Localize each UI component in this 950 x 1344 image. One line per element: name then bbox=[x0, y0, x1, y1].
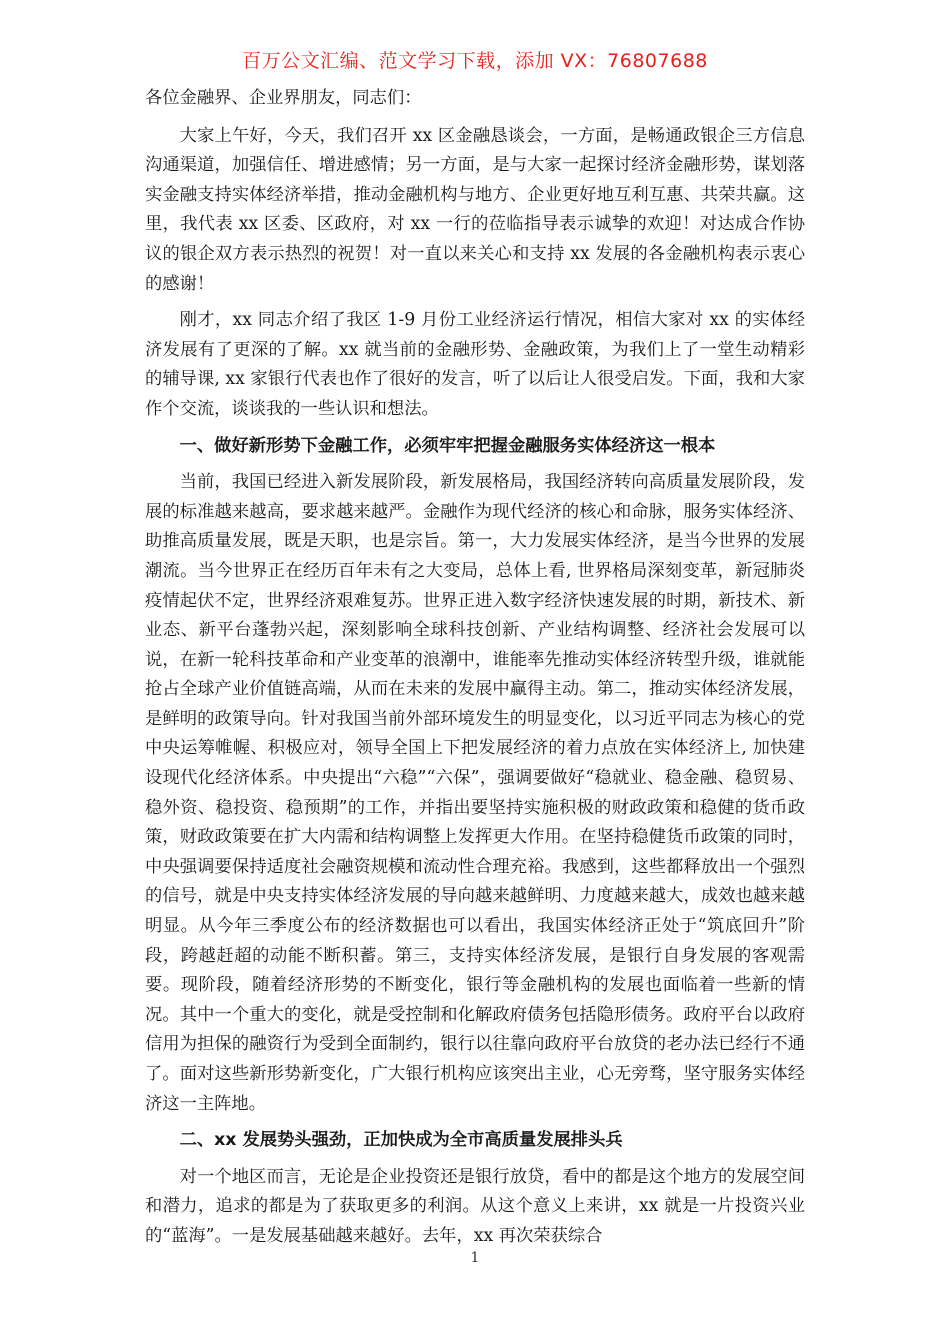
document-body bbox=[145, 84, 805, 1259]
salutation: 各位金融界、企业界朋友，同志们： bbox=[145, 88, 422, 108]
paragraph-section-1: 当前，我国已经进入新发展阶段，新发展格局，我国经济转向高质量发展阶段，发展的标准越来越高，要求越来越严。金融作为现代经济的核心和命脉，服务实体经济、助推高质量发展，既是天职，也是宗旨。第一，大力发展实体经济，是当今世界的发展潮流。当今世界正在经历百年未有之大变局，总体上看, 世界格局深刻变革，新冠肺炎疫情起伏不定，世界经济艰难复苏。世界正进入数字经济快速发展的时期，新技术、新业态、新平台蓬勃兴起，深刻影响全球科技创新、产业结构调整、经济社会发展可以说，在新一轮科技革命和产业变革的浪潮中，谁能率先推动实体经济转型升级，谁就能抢占全球产业价值链高端，从而在未来的发展中赢得主动。第二，推动实体经济发展，是鲜明的政策导向。针对我国当前外部环境发生的明显变化，以习近平同志为核心的党中央运筹帷幄、积极应对，领导全国上下把发展经济的着力点放在实体经济上, 加快建设现代化经济体系。中央提出“六稳”“六保”，强调要做好“稳就业、稳金融、稳贸易、稳外资、稳投资、稳预期”的工作，并指出要坚持实施积极的财政政策和稳健的货币政策，财政政策要在扩大内需和结构调整上发挥更大作用。在坚持稳健货币政策的同时，中央强调要保持适度社会融资规模和流动性合理充裕。我感到，这些都释放出一个强烈的信号，就是中央支持实体经济发展的导向越来越鲜明、力度越来越大，成效也越来越明显。从今年三季度公布的经济数据也可以看出，我国实体经济正处于“筑底回升”阶段，跨越赶超的动能不断积蓄。第三，支持实体经济发展，是银行自身发展的客观需要。现阶段，随着经济形势的不断变化，银行等金融机构的发展也面临着一些新的情况。其中一个重大的变化，就是受控制和化解政府债务包括隐形债务。政府平台以政府信用为担保的融资行为受到全面制约，银行以往靠向政府平台放贷的老办法已经行不通了。面对这些新形势新变化，广大银行机构应该突出主业，心无旁骛，坚守服务实体经济这一主阵地。 bbox=[145, 472, 805, 1114]
section-heading-1: 一、做好新形势下金融工作，必须牢牢把握金融服务实体经济这一根本 bbox=[179, 435, 716, 456]
header-banner: 百万公文汇编、范文学习下载，添加 VX：76807688 bbox=[242, 50, 708, 72]
page-number: 1 bbox=[470, 1250, 480, 1266]
paragraph-introduction: 刚才，xx 同志介绍了我区 1-9 月份工业经济运行情况，相信大家对 xx 的实体经济发展有了更深的了解。xx 就当前的金融形势、金融政策，为我们上了一堂生动精彩的辅导课, xx 家银行代表也作了很好的发言，听了以后让人很受启发。下面，我和大家作个交流，谈谈我的一些认识和想法。 bbox=[145, 310, 805, 419]
paragraph-section-2: 对一个地区而言，无论是企业投资还是银行放贷，看中的都是这个地方的发展空间和潜力，追求的都是为了获取更多的利润。从这个意义上来讲，xx 就是一片投资兴业的“蓝海”。一是发展基础越来越好。去年，xx 再次荣获综合 bbox=[145, 1166, 805, 1246]
section-heading-2: 二、xx 发展势头强劲，正加快成为全市高质量发展排头兵 bbox=[179, 1130, 623, 1151]
paragraph-opening: 大家上午好，今天，我们召开 xx 区金融恳谈会，一方面，是畅通政银企三方信息沟通渠道，加强信任、增进感情；另一方面，是与大家一起探讨经济金融形势，谋划落实金融支持实体经济举措，推动金融机构与地方、企业更好地互利互惠、共荣共赢。这里，我代表 xx 区委、区政府，对 xx 一行的莅临指导表示诚挚的欢迎！对达成合作协议的银企双方表示热烈的祝贺！对一直以来关心和支持 xx 发展的各金融机构表示衷心的感谢！ bbox=[145, 125, 805, 294]
